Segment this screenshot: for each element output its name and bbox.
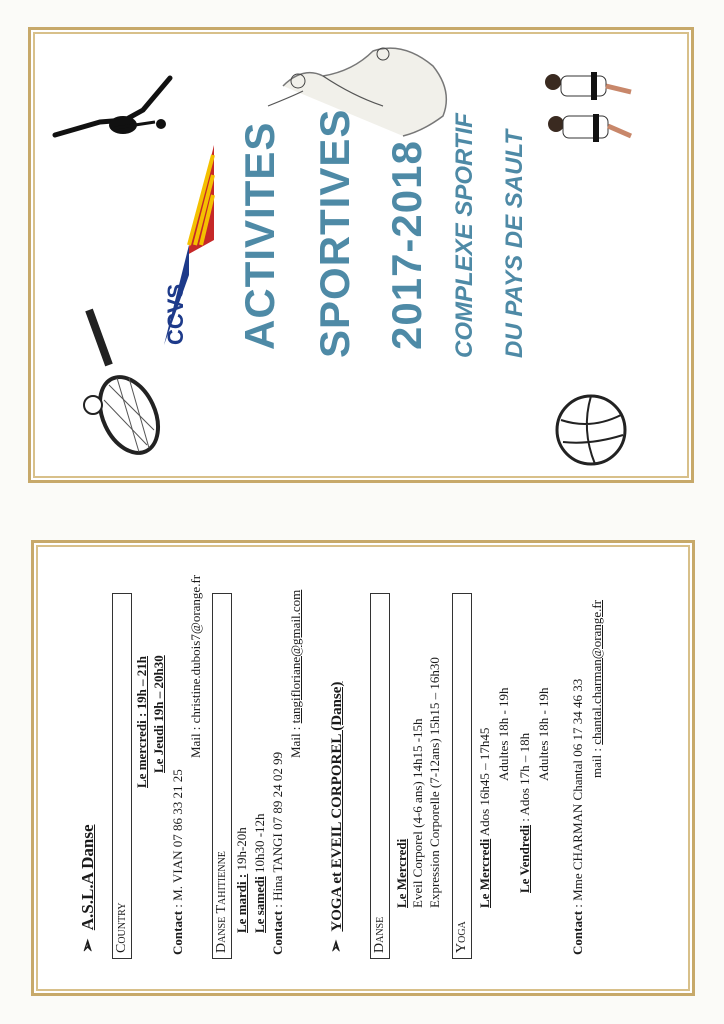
country-mail[interactable]: Mail : christine.dubois7@orange.fr (188, 574, 203, 758)
tahitienne-time2: 10h30 -12h (252, 813, 267, 877)
yoga-contact-label: Contact (570, 910, 585, 955)
volleyball-illustration (551, 390, 631, 470)
tahitienne-line2 (252, 813, 268, 933)
danse-day: Le Mercredi (394, 838, 409, 908)
country-contact-label: Contact (170, 910, 185, 955)
arrow-bullet-icon: ➢ (328, 931, 345, 953)
title-line2: SPORTIVES (311, 108, 358, 358)
asla-heading-text: A.S.L.A Danse (78, 824, 97, 931)
tahitienne-contact-label: Contact (270, 910, 285, 955)
yoga-mercredi-adultes: Adultes 18h - 19h (496, 687, 511, 781)
subtitle2: DU PAYS DE SAULT (501, 129, 528, 358)
yoga-mail-link[interactable]: chantal.charman@orange.fr (589, 599, 604, 745)
yoga-time2a: : Ados 17h – 18h (517, 732, 532, 825)
asla-heading (78, 824, 98, 953)
yoga-day2: Le Vendredi (517, 824, 532, 893)
arrow-bullet-icon: ➢ (78, 930, 97, 953)
tennis-racket-illustration (59, 300, 169, 460)
yoga-heading-text: YOGA et EVEIL CORPOREL (Danse) (329, 681, 345, 932)
subtitle1: COMPLEXE SPORTIF (451, 113, 478, 358)
tahitienne-line1 (234, 827, 250, 933)
yoga-mail-prefix: mail : (589, 744, 604, 778)
schedule-panel (31, 540, 695, 996)
title-year: 2017-2018 (383, 140, 430, 350)
danse-header: Danse (372, 916, 387, 953)
danse-line1: Eveil Corporel (4-6 ans) 14h15 -15h (410, 718, 425, 908)
cover-panel (28, 27, 694, 483)
country-contact (170, 769, 186, 955)
country-contact-value: : M. VIAN 07 86 33 21 25 (170, 769, 185, 911)
tahitienne-contact-value: : Hina TANGI 07 89 24 02 99 (270, 751, 285, 911)
yoga-day1: Le Mercredi (477, 838, 492, 908)
country-line1: Le mercredi : 19h – 21h (134, 655, 149, 788)
tahitienne-mail-link[interactable]: tangifloriane@gmail.com (288, 589, 303, 724)
yoga-contact-value: : Mme CHARMAN Chantal 06 17 34 46 33 (570, 678, 585, 911)
country-line2: Le Jeudi 19h – 20h30 (151, 655, 166, 773)
country-header: Country (114, 902, 129, 953)
yoga-header-box (452, 593, 472, 959)
title-line1: ACTIVITES (236, 121, 283, 350)
yoga-vendredi-line (517, 733, 533, 893)
yoga-mail (589, 600, 605, 778)
yoga-heading (326, 682, 346, 953)
yoga-header: Yoga (454, 921, 469, 953)
danse-line2: Expression Corporelle (7-12ans) 15h15 – 16h30 (427, 657, 442, 908)
tahitienne-contact (270, 752, 286, 955)
gymnast-illustration (45, 50, 185, 150)
yoga-mercredi-line (477, 728, 493, 908)
yoga-time1a: Ados 16h45 – 17h45 (477, 727, 492, 839)
tahitienne-day2: Le samedi (252, 876, 267, 933)
yoga-vendredi-adultes: Adultes 18h - 19h (536, 687, 551, 781)
dancers-illustration (263, 36, 473, 146)
tahitienne-mail (288, 590, 304, 758)
danse-header-box (370, 593, 390, 959)
tahitienne-header: Danse Tahitienne (214, 851, 229, 953)
tahitienne-day1: Le mardi : (234, 873, 249, 933)
ccvs-logo-text: CCVS (163, 283, 188, 345)
tahitienne-mail-prefix: Mail : (288, 723, 303, 758)
tahitienne-time1: 19h-20h (234, 827, 249, 874)
judo-illustration (531, 52, 641, 152)
yoga-contact (570, 679, 586, 955)
